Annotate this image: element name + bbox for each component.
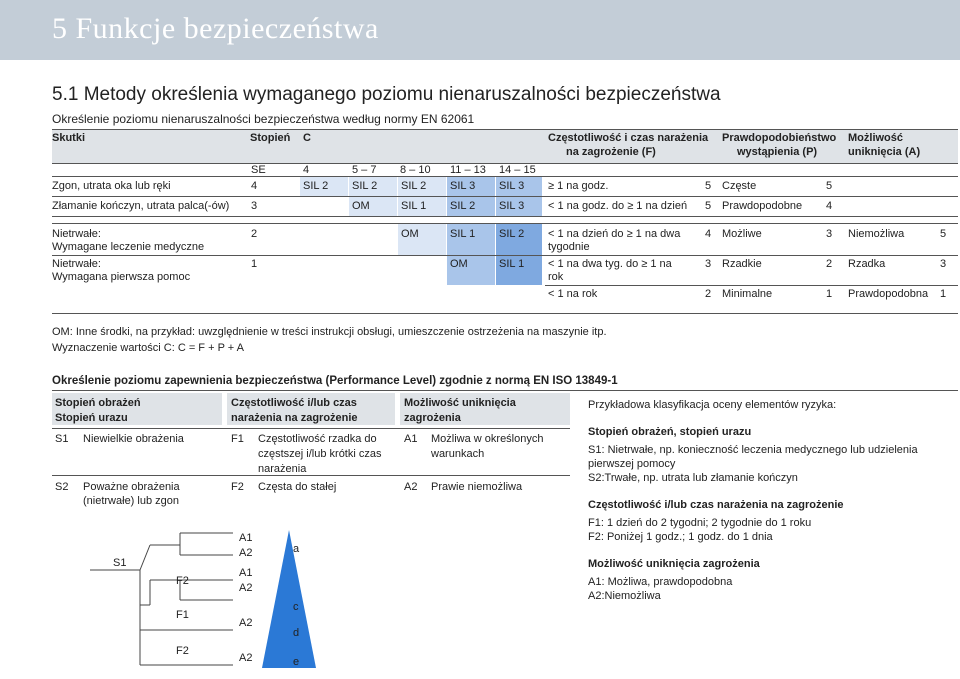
row2-sil: SIL 1 xyxy=(401,200,427,212)
graph-s1: S1 xyxy=(113,557,127,569)
col-header-avoid: Możliwość xyxy=(848,132,904,144)
row1-stopien: 4 xyxy=(251,180,258,192)
divider xyxy=(52,428,570,429)
section-title: 5.1 Metody określenia wymaganego poziomu nienaruszalności bezpieczeństwa xyxy=(52,84,721,105)
pl-row2-f: F2 xyxy=(231,481,244,493)
row1-sil: SIL 2 xyxy=(352,180,378,192)
divider xyxy=(52,223,958,224)
legend-intro: Przykładowa klasyfikacja oceny elementów ryzyka: xyxy=(588,399,837,411)
row3-sil: OM xyxy=(401,228,419,240)
row3-a: Niemożliwa xyxy=(848,228,905,240)
graph-a-label: A2 xyxy=(239,582,253,594)
col-header-skutki: Skutki xyxy=(52,132,86,144)
legend-heading-a: Możliwość uniknięcia zagrożenia xyxy=(588,558,760,570)
pl-triangle xyxy=(262,530,316,670)
row5-fv: 2 xyxy=(705,288,712,300)
row3-av: 5 xyxy=(940,228,947,240)
legend-s-line: pierwszej pomocy xyxy=(588,458,676,470)
row3-pv: 3 xyxy=(826,228,833,240)
row2-fv: 5 xyxy=(705,200,712,212)
graph-a-label: A1 xyxy=(239,567,253,579)
graph-a-label: A1 xyxy=(239,532,253,544)
row5-p: Minimalne xyxy=(722,288,773,300)
row3-skutki: Nietrwałe: xyxy=(52,228,101,240)
legend-heading-f: Częstotliwość i/lub czas narażenia na zagrożenie xyxy=(588,499,844,511)
graph-a-label: A2 xyxy=(239,547,253,559)
row1-skutki: Zgon, utrata oka lub ręki xyxy=(52,180,171,192)
pl-row1-f: F1 xyxy=(231,433,244,445)
row4-sil: OM xyxy=(450,258,468,270)
divider xyxy=(52,313,958,314)
row5-pv: 1 xyxy=(826,288,833,300)
pl-row1-a-txt: Możliwa w określonych xyxy=(431,433,544,445)
row1-pv: 5 xyxy=(826,180,833,192)
row2-pv: 4 xyxy=(826,200,833,212)
row4-f-2: rok xyxy=(548,271,564,283)
pl-row2-a-txt: Prawie niemożliwa xyxy=(431,481,523,493)
se-range: 5 – 7 xyxy=(352,164,377,176)
legend-f-line: F1: 1 dzień do 2 tygodni; 2 tygodnie do 1 roku xyxy=(588,517,812,529)
row4-stopien: 1 xyxy=(251,258,258,270)
pl-level: d xyxy=(293,627,300,639)
row4-p: Rzadkie xyxy=(722,258,762,270)
row4-av: 3 xyxy=(940,258,947,270)
risk-graph-lines xyxy=(90,525,240,670)
pl-header-f: Częstotliwość i/lub czas xyxy=(231,397,357,409)
row2-skutki: Złamanie kończyn, utrata palca(-ów) xyxy=(52,200,230,212)
graph-a-label: A2 xyxy=(239,652,253,664)
row2-p: Prawdopodobne xyxy=(722,200,803,212)
om-note: OM: Inne środki, na przykład: uwzględnienie w treści instrukcji obsługi, umieszczenie ostrzeżenia na maszynie itp. xyxy=(52,326,607,338)
se-range: 8 – 10 xyxy=(400,164,431,176)
row1-fv: 5 xyxy=(705,180,712,192)
pl-header-a-2: zagrożenia xyxy=(404,412,461,424)
section-subtitle: Określenie poziomu nienaruszalności bezpieczeństwa według normy EN 62061 xyxy=(52,112,475,126)
se-range: 11 – 13 xyxy=(450,164,486,176)
pl-row2-a: A2 xyxy=(404,481,418,493)
row2-sil: OM xyxy=(352,200,370,212)
divider xyxy=(52,390,958,391)
row2-f: < 1 na godz. do ≥ 1 na dzień xyxy=(548,200,688,212)
pl-row2-s-txt-2: (nietrwałe) lub zgon xyxy=(83,495,179,507)
pl-row1-f-txt-3: narażenia xyxy=(258,463,307,475)
pl-row1-s-txt: Niewielkie obrażenia xyxy=(83,433,184,445)
row4-pv: 2 xyxy=(826,258,833,270)
pl-row1-a: A1 xyxy=(404,433,418,445)
pl-header-f-2: narażenia na zagrożenie xyxy=(231,412,358,424)
row4-skutki: Nietrwałe: xyxy=(52,258,101,270)
row1-p: Częste xyxy=(722,180,757,192)
pl-row2-s-txt: Poważne obrażenia xyxy=(83,481,180,493)
se-range: 14 – 15 xyxy=(499,164,536,176)
col-header-prob: Prawdopodobieństwo xyxy=(722,132,837,144)
pl-row1-a-txt-2: warunkach xyxy=(431,448,485,460)
row1-sil: SIL 3 xyxy=(499,180,525,192)
row3-p: Możliwe xyxy=(722,228,762,240)
legend-a-line: A2:Niemożliwa xyxy=(588,590,661,602)
row4-a: Rzadka xyxy=(848,258,886,270)
pl-header-a: Możliwość uniknięcia xyxy=(404,397,516,409)
row5-a: Prawdopodobna xyxy=(848,288,929,300)
formula-note: Wyznaczenie wartości C: C = F + P + A xyxy=(52,342,244,354)
row4-f: < 1 na dwa tyg. do ≥ 1 na xyxy=(548,258,672,270)
col-header-avoid-2: uniknięcia (A) xyxy=(848,146,921,158)
legend-a-line: A1: Możliwa, prawdopodobna xyxy=(588,576,733,588)
graph-f1: F1 xyxy=(176,609,189,621)
pl-row1-f-txt-2: częstszej i/lub krótki czas xyxy=(258,448,382,460)
row3-skutki-2: Wymagane leczenie medyczne xyxy=(52,241,205,253)
graph-a-label: A2 xyxy=(239,617,253,629)
pl-row1-f-txt: Częstotliwość rzadka do xyxy=(258,433,377,445)
pl-row1-s: S1 xyxy=(55,433,69,445)
page-title: 5 Funkcje bezpieczeństwa xyxy=(52,12,379,45)
row3-f-2: tygodnie xyxy=(548,241,590,253)
row1-f: ≥ 1 na godz. xyxy=(548,180,609,192)
divider xyxy=(545,285,958,286)
row1-sil: SIL 2 xyxy=(303,180,329,192)
row3-stopien: 2 xyxy=(251,228,258,240)
pl-title: Określenie poziomu zapewnienia bezpieczeństwa (Performance Level) zgodnie z normą EN ISO 13849-1 xyxy=(52,375,618,387)
row3-sil: SIL 2 xyxy=(499,228,525,240)
pl-row2-f-txt: Częsta do stałej xyxy=(258,481,337,493)
row5-av: 1 xyxy=(940,288,947,300)
graph-f2: F2 xyxy=(176,645,189,657)
se-range: 4 xyxy=(303,164,310,176)
pl-row2-s: S2 xyxy=(55,481,69,493)
graph-f2: F2 xyxy=(176,575,189,587)
col-header-freq-2: na zagrożenie (F) xyxy=(566,146,656,158)
row4-sil: SIL 1 xyxy=(499,258,525,270)
legend-heading-s: Stopień obrażeń, stopień urazu xyxy=(588,426,752,438)
pl-level: a xyxy=(293,543,300,555)
col-header-freq: Częstotliwość i czas narażenia xyxy=(548,132,709,144)
row2-stopien: 3 xyxy=(251,200,258,212)
divider xyxy=(52,129,958,130)
legend-s-line: S2:Trwałe, np. utrata lub złamanie kończyn xyxy=(588,472,798,484)
col-header-prob-2: wystąpienia (P) xyxy=(737,146,818,158)
row3-f: < 1 na dzień do ≥ 1 na dwa xyxy=(548,228,681,240)
row1-sil: SIL 2 xyxy=(401,180,427,192)
row3-sil: SIL 1 xyxy=(450,228,476,240)
legend-s-line: S1: Nietrwałe, np. konieczność leczenia medycznego lub udzielenia xyxy=(588,444,918,456)
se-label: SE xyxy=(251,164,266,176)
row2-sil: SIL 3 xyxy=(499,200,525,212)
col-header-c: C xyxy=(303,132,311,144)
pl-level: e xyxy=(293,656,300,668)
col-header-stopien: Stopień xyxy=(250,132,291,144)
pl-header-s-2: Stopień urazu xyxy=(55,412,128,424)
row1-sil: SIL 3 xyxy=(450,180,476,192)
pl-header-s: Stopień obrażeń xyxy=(55,397,141,409)
legend-f-line: F2: Poniżej 1 godz.; 1 godz. do 1 dnia xyxy=(588,531,773,543)
divider xyxy=(52,216,958,217)
row4-skutki-2: Wymagana pierwsza pomoc xyxy=(52,271,191,283)
pl-level: c xyxy=(293,601,299,613)
divider xyxy=(52,475,570,476)
row2-sil: SIL 2 xyxy=(450,200,476,212)
row5-f: < 1 na rok xyxy=(548,288,598,300)
row4-fv: 3 xyxy=(705,258,712,270)
row3-fv: 4 xyxy=(705,228,712,240)
